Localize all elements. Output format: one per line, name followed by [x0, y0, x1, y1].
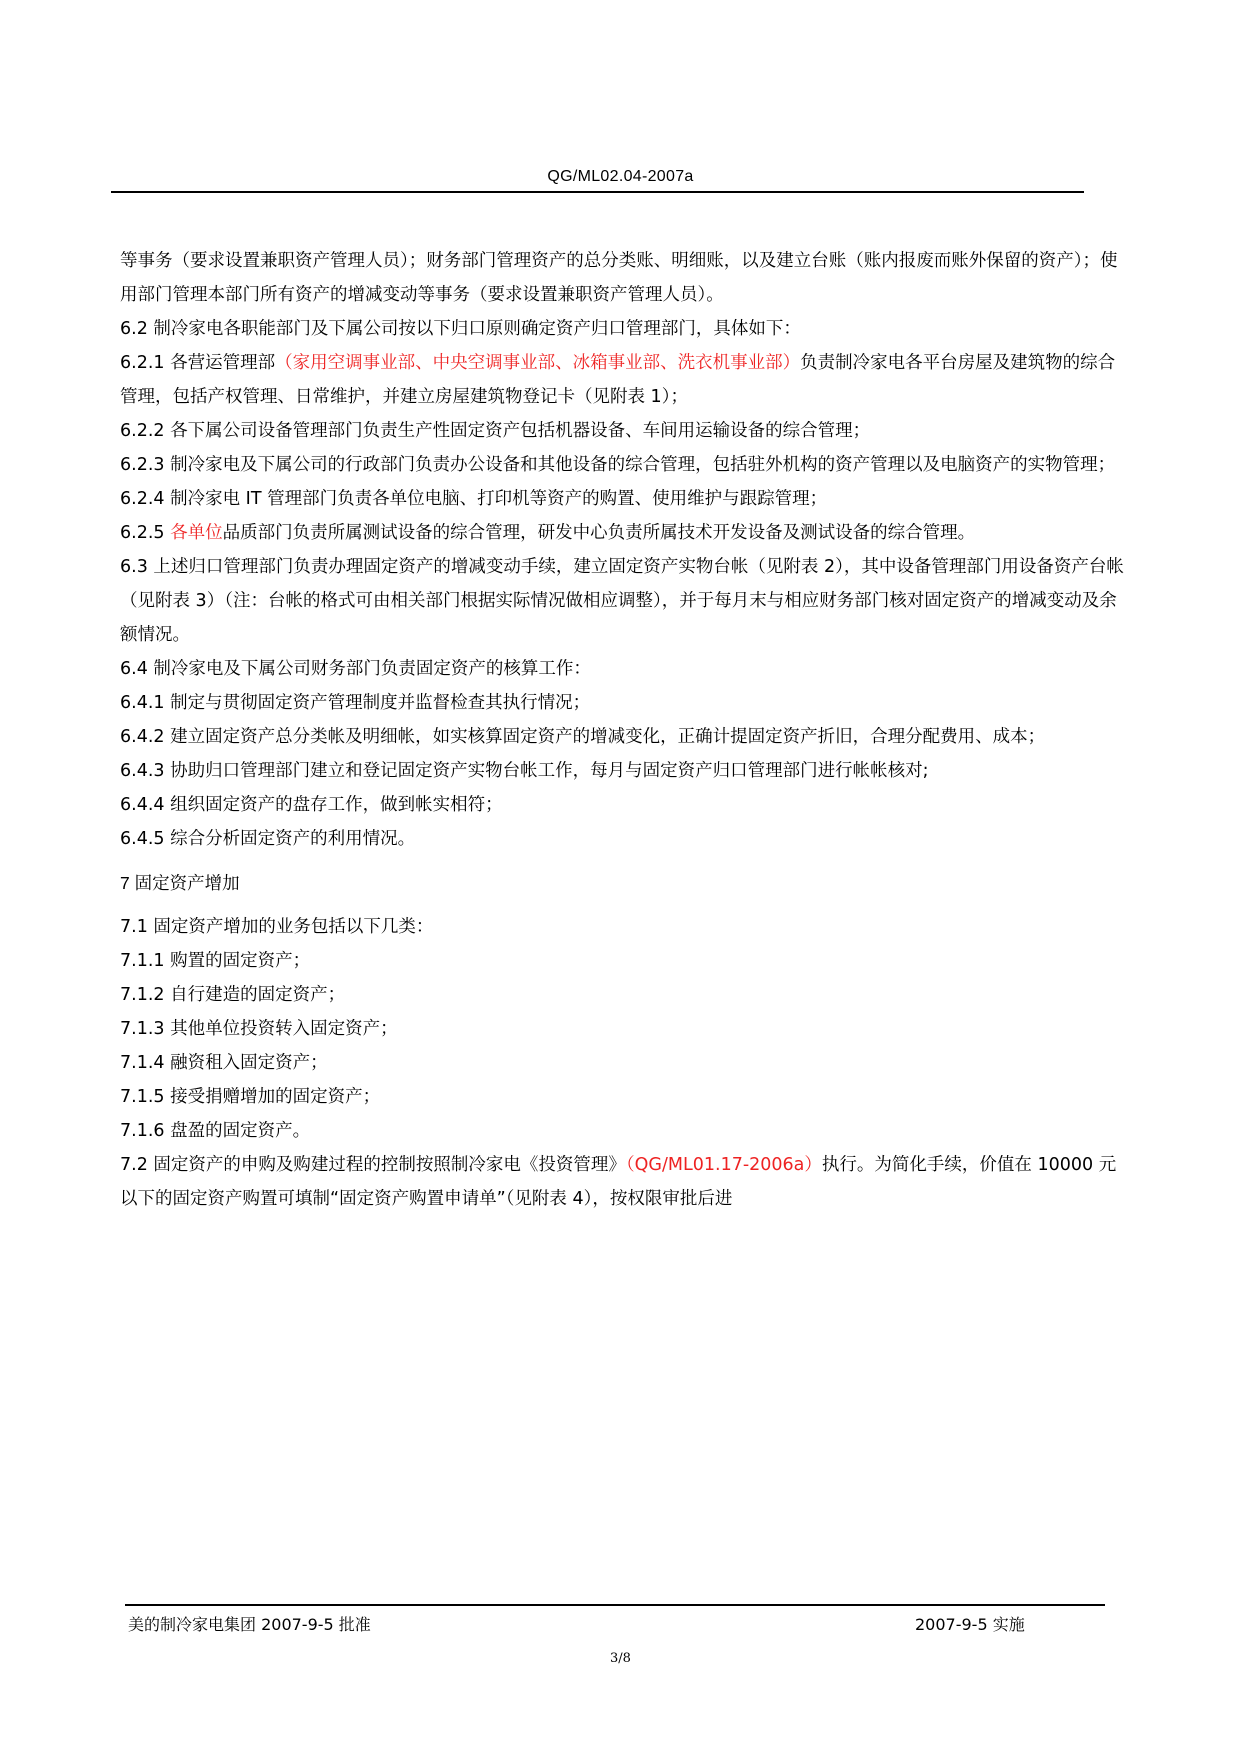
- clause-7-2: [120, 1148, 1130, 1216]
- clause-6-4-2: 6.4.2 建立固定资产总分类帐及明细帐，如实核算固定资产的增减变化，正确计提固定资产折旧，合理分配费用、成本；: [120, 727, 1046, 747]
- clause-7-1-1: 7.1.1 购置的固定资产；: [120, 951, 311, 971]
- clause-6-4-1: 6.4.1 制定与贯彻固定资产管理制度并监督检查其执行情况；: [120, 693, 591, 713]
- clause-6-2: 6.2 制冷家电各职能部门及下属公司按以下归口原则确定资产归口管理部门，具体如下：: [120, 319, 801, 339]
- clause-text: 负责制冷家电各平台房屋及建筑物的综合管理，包括产权管理、日常维护，并建立房屋建筑物登记卡（见附表 1）；: [120, 353, 1116, 407]
- clause-6-2-3: 6.2.3 制冷家电及下属公司的行政部门负责办公设备和其他设备的综合管理，包括驻外机构的资产管理以及电脑资产的实物管理；: [120, 455, 1116, 475]
- clause-7-1-6: 7.1.6 盘盈的固定资产。: [120, 1121, 311, 1141]
- clause-6-2-2: 6.2.2 各下属公司设备管理部门负责生产性固定资产包括机器设备、车间用运输设备的综合管理；: [120, 421, 871, 441]
- clause-text: 7.2 固定资产的申购及购建过程的控制按照制冷家电《投资管理》: [120, 1155, 626, 1175]
- footer-divider: [125, 1604, 1105, 1606]
- clause-6-2-4: 6.2.4 制冷家电 IT 管理部门负责各单位电脑、打印机等资产的购置、使用维护与跟踪管理；: [120, 489, 828, 509]
- header-divider: [111, 191, 1084, 193]
- clause-text: 6.2.5: [120, 523, 171, 543]
- clause-text: 品质部门负责所属测试设备的综合管理，研发中心负责所属技术开发设备及测试设备的综合管理。: [222, 523, 976, 543]
- clause-6-4-4: 6.4.4 组织固定资产的盘存工作，做到帐实相符；: [120, 795, 503, 815]
- clause-text: 执行。为简化手续，价值在 10000 元以下的固定资产购置可填制“固定资产购置申请单”（见附表 4），按权限审批后进: [120, 1155, 1117, 1209]
- highlighted-text: 各单位: [170, 523, 223, 543]
- highlighted-text: （家用空调事业部、中央空调事业部、冰箱事业部、洗衣机事业部）: [275, 353, 801, 373]
- paragraph: 等事务（要求设置兼职资产管理人员）；财务部门管理资产的总分类账、明细账，以及建立台账（账内报废而账外保留的资产）；使用部门管理本部门所有资产的增减变动等事务（要求设置兼职资产管理人员）。: [120, 251, 1118, 305]
- clause-text: 6.2.1 各营运管理部: [120, 353, 276, 373]
- clause-7-1: 7.1 固定资产增加的业务包括以下几类：: [120, 917, 434, 937]
- clause-6-4-3: 6.4.3 协助归口管理部门建立和登记固定资产实物台帐工作，每月与固定资产归口管理部门进行帐帐核对;: [120, 761, 929, 781]
- clause-7-1-5: 7.1.5 接受捐赠增加的固定资产；: [120, 1087, 381, 1107]
- page-number: 3/8: [610, 1651, 631, 1666]
- approval-note: 美的制冷家电集团 2007-9-5 批准: [128, 1615, 371, 1634]
- clause-6-4: 6.4 制冷家电及下属公司财务部门负责固定资产的核算工作：: [120, 659, 591, 679]
- clause-6-4-5: 6.4.5 综合分析固定资产的利用情况。: [120, 829, 416, 849]
- section-7-heading: 7 固定资产增加: [120, 873, 240, 893]
- clause-6-3: 6.3 上述归口管理部门负责办理固定资产的增减变动手续，建立固定资产实物台帐（见附表 2），其中设备管理部门用设备资产台帐（见附表 3）（注：台帐的格式可由相关部门根据实际情况做相应调整），并于每月末与相应财务部门核对固定资产的增减变动及余额情况。: [120, 557, 1124, 645]
- clause-7-1-3: 7.1.3 其他单位投资转入固定资产；: [120, 1019, 398, 1039]
- document-code: QG/ML02.04-2007a: [547, 168, 694, 185]
- highlighted-text: （QG/ML01.17-2006a）: [625, 1155, 822, 1175]
- clause-7-1-4: 7.1.4 融资租入固定资产；: [120, 1053, 328, 1073]
- document-body: [120, 244, 1130, 1216]
- implementation-note: 2007-9-5 实施: [915, 1615, 1025, 1634]
- clause-6-2-1: [120, 346, 1130, 414]
- clause-6-2-5: [120, 516, 1130, 550]
- clause-7-1-2: 7.1.2 自行建造的固定资产；: [120, 985, 346, 1005]
